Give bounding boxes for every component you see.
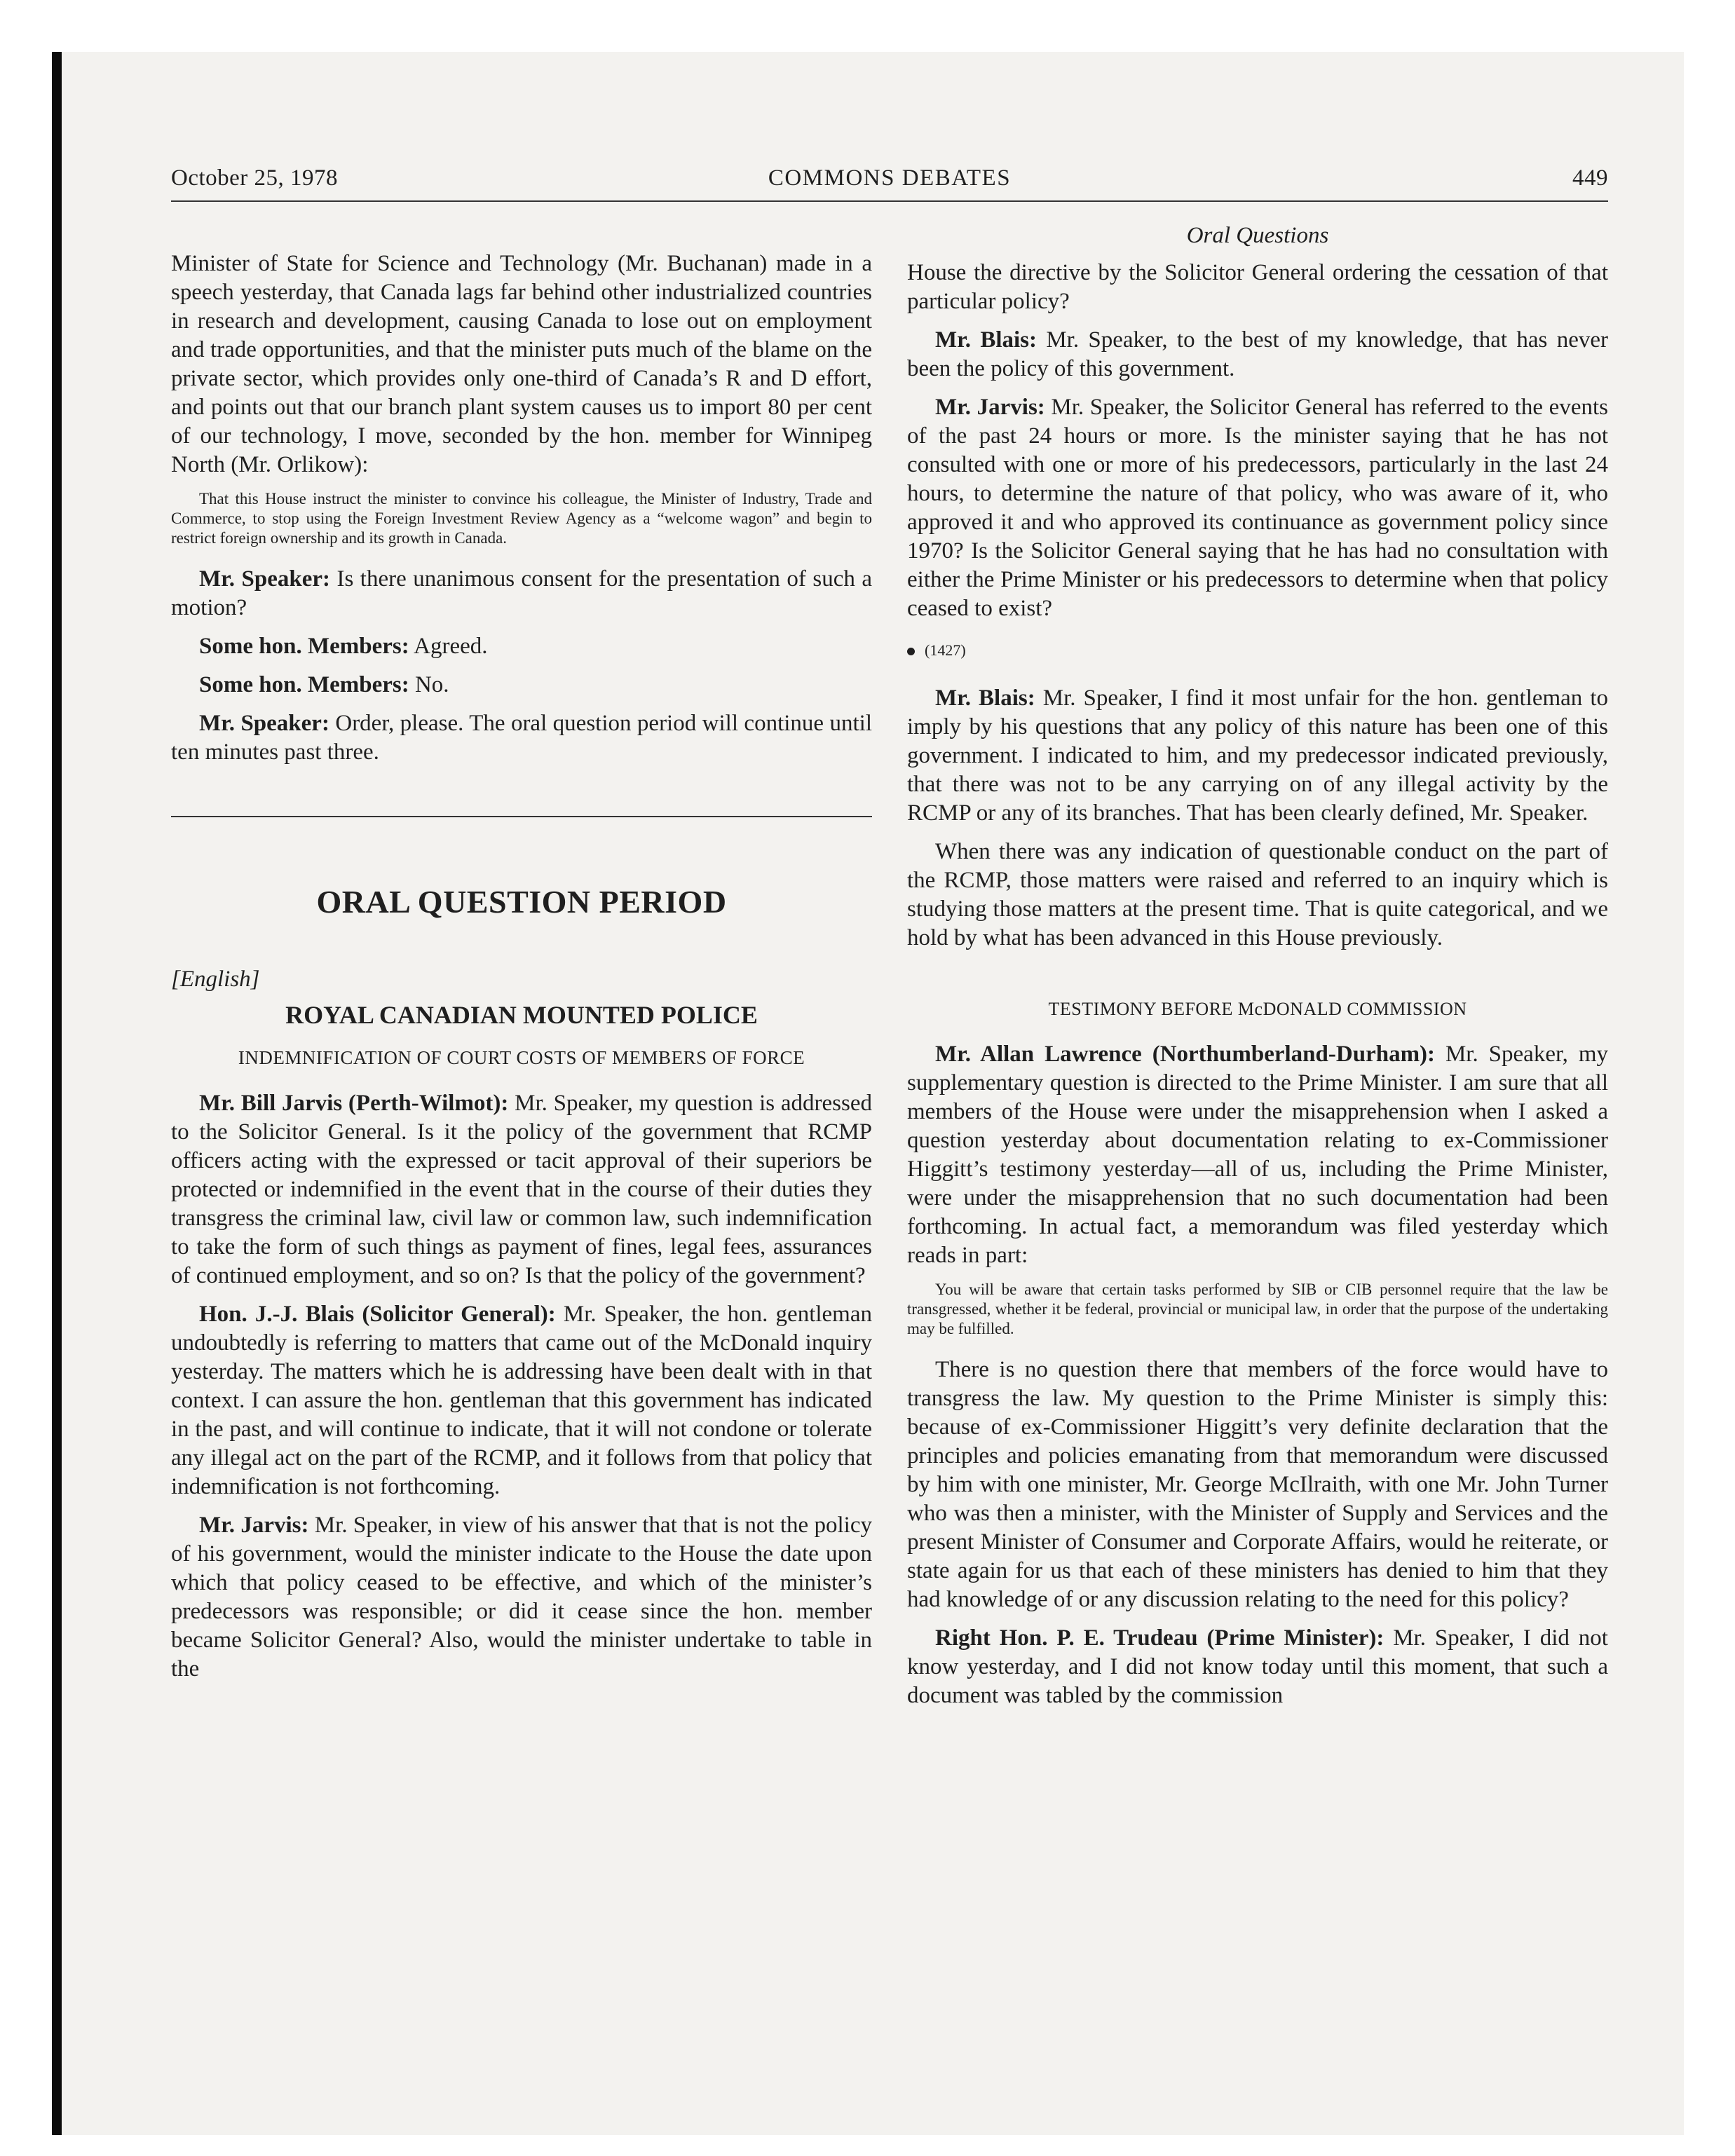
- speech: [171, 1089, 872, 1290]
- speaker-name: Mr. Blais:: [935, 327, 1037, 353]
- language-marker: [English]: [171, 967, 260, 992]
- speech: [171, 1511, 872, 1684]
- speaker-name: Right Hon. P. E. Trudeau (Prime Minister):: [935, 1625, 1384, 1651]
- speech-text: Mr. Speaker, to the best of my knowledge, that has never been the policy of this government.: [907, 327, 1608, 381]
- speech-text: Order, please. The oral question period will continue until ten minutes past three.: [171, 711, 872, 765]
- speaker-name: Mr. Speaker:: [199, 711, 329, 736]
- paragraph: There is no question there that members of the force would have to transgress the law. My question to the Prime Minister is simply this: because of ex-Commissioner Higgitt’s very definite declaration that the principles and policies emanating from that memorandum were discussed by him with one minister, Mr. George McIlraith, with one Mr. John Turner who was then a minister, with the Minister of Supply and Services and the present Minister of Consumer and Corporate Affairs, would he reiterate, or state again for us that each of these ministers has denied to him that they had knowledge of or any discussion relating to the need for this policy?: [907, 1357, 1608, 1612]
- left-column: [171, 250, 872, 1693]
- speech-text: No.: [409, 672, 449, 697]
- speaker-name: Some hon. Members:: [199, 634, 409, 659]
- header-date: October 25, 1978: [171, 165, 339, 191]
- speech: [171, 671, 872, 700]
- speech: [907, 393, 1608, 623]
- section-title: ORAL QUESTION PERIOD: [316, 884, 727, 920]
- timestamp: [907, 636, 1608, 664]
- bullet-dot-icon: [907, 648, 915, 655]
- speech-text: Mr. Speaker, the hon. gentleman undoubtedly is referring to matters that came out of the McDonald inquiry yesterday. The matters which he is addressing have been dealt with in that context. I can assure the hon. gentleman that this government has indicated in the past, and will continue to indicate, that it will not condone or tolerate any illegal act on the part of the RCMP, and it follows from that policy that indemnification is not forthcoming.: [171, 1302, 872, 1499]
- speaker-name: Some hon. Members:: [199, 672, 409, 697]
- page-number: 449: [1572, 165, 1608, 191]
- speech: [907, 326, 1608, 383]
- speaker-name: Mr. Speaker:: [199, 566, 330, 592]
- speech-text: Agreed.: [409, 634, 488, 659]
- header-rule: [171, 200, 1608, 202]
- speech: [171, 1300, 872, 1501]
- speech-text: Mr. Speaker, in view of his answer that that is not the policy of his government, would the minister indicate to the House the date upon which that policy ceased to be effective, and which of the minister’s predecessors was responsible; or did it cease since the hon. member became Solicitor General? Also, would the minister undertake to table in the: [171, 1513, 872, 1681]
- section-divider: [171, 816, 872, 817]
- speech: [907, 684, 1608, 828]
- timestamp-text: (1427): [925, 641, 966, 659]
- page-content: [171, 165, 1608, 1708]
- running-head: Oral Questions: [1186, 223, 1329, 248]
- speaker-name: Mr. Bill Jarvis (Perth-Wilmot):: [199, 1091, 509, 1116]
- speech: [171, 565, 872, 622]
- speech: [907, 1040, 1608, 1270]
- header-title: COMMONS DEBATES: [768, 165, 1012, 191]
- speaker-name: Mr. Jarvis:: [199, 1513, 309, 1538]
- page-header: [171, 165, 1608, 198]
- paragraph: Minister of State for Science and Technology (Mr. Buchanan) made in a speech yesterday, that Canada lags far behind other industrialized countries in research and development, causing Canada to lose out on employment and trade opportunities, and that the minister puts much of the blame on the private sector, which provides only one-third of Canada’s R and D effort, and points out that our branch plant system causes us to import 80 per cent of our technology, I move, seconded by the hon. member for Winnipeg North (Mr. Orlikow):: [171, 251, 872, 477]
- subheading: ROYAL CANADIAN MOUNTED POLICE: [285, 1001, 758, 1029]
- memorandum-quote: You will be aware that certain tasks performed by SIB or CIB personnel require that the law be transgressed, whether it be federal, provincial or municipal law, in order that the purpose of the undertaking may be fulfilled.: [907, 1281, 1608, 1337]
- motion-quote: That this House instruct the minister to convince his colleague, the Minister of Industry, Trade and Commerce, to stop using the Foreign Investment Review Agency as a “welcome wagon” and begin to restrict foreign ownership and its growth in Canada.: [171, 490, 872, 547]
- speaker-name: Hon. J.-J. Blais (Solicitor General):: [199, 1302, 556, 1327]
- speech: [907, 1624, 1608, 1710]
- speech-text: Mr. Speaker, the Solicitor General has referred to the events of the past 24 hours or more. Is the minister saying that he has not consulted with one or more of his predecessors, particularly in the last 24 hours, to determine the nature of that policy, who was aware of it, who approved it and who approved its continuance as government policy since 1970? Is the Solicitor General saying that he has had no consultation with either the Prime Minister or his predecessors to determine when that policy ceased to exist?: [907, 395, 1608, 621]
- speaker-name: Mr. Blais:: [935, 685, 1035, 711]
- speaker-name: Mr. Allan Lawrence (Northumberland-Durham):: [935, 1042, 1436, 1067]
- paragraph: House the directive by the Solicitor General ordering the cessation of that particular policy?: [907, 260, 1608, 314]
- speech: [171, 632, 872, 661]
- right-column: [907, 221, 1608, 1720]
- speech-text: Mr. Speaker, I find it most unfair for the hon. gentleman to imply by his questions that any policy of this nature has been one of this government. I indicated to him, and my predecessor indicated previously, that there was not to be any carrying on of any illegal activity by the RCMP or any of its branches. That has been clearly defined, Mr. Speaker.: [907, 685, 1608, 826]
- topic-heading: INDEMNIFICATION OF COURT COSTS OF MEMBERS OF FORCE: [238, 1047, 805, 1068]
- speech-text: Mr. Speaker, I did not know yesterday, and I did not know today until this moment, that such a document was tabled by the commission: [907, 1625, 1608, 1708]
- paragraph: When there was any indication of questionable conduct on the part of the RCMP, those matters were raised and referred to an inquiry which is studying those matters at the present time. That is quite categorical, and we hold by what has been advanced in this House previously.: [907, 839, 1608, 950]
- topic-heading: TESTIMONY BEFORE McDONALD COMMISSION: [1048, 999, 1467, 1019]
- speech: [171, 709, 872, 767]
- speech-text: Is there unanimous consent for the presentation of such a motion?: [171, 566, 872, 620]
- speech-text: Mr. Speaker, my supplementary question is directed to the Prime Minister. I am sure that all members of the House were under the misapprehension when I asked a question yesterday about documentation relating to ex-Commissioner Higgitt’s testimony yesterday—all of us, including the Prime Minister, were under the misapprehension that no such documentation had been forthcoming. In actual fact, a memorandum was filed yesterday which reads in part:: [907, 1042, 1608, 1268]
- binding-edge: [52, 52, 62, 2135]
- speaker-name: Mr. Jarvis:: [935, 395, 1045, 420]
- speech-text: Mr. Speaker, my question is addressed to the Solicitor General. Is it the policy of the government that RCMP officers acting with the expressed or tacit approval of their superiors be protected or indemnified in the event that in the course of their duties they transgress the criminal law, civil law or common law, such indemnification to take the form of such things as payment of fines, legal fees, assurances of continued employment, and so on? Is that the policy of the government?: [171, 1091, 872, 1288]
